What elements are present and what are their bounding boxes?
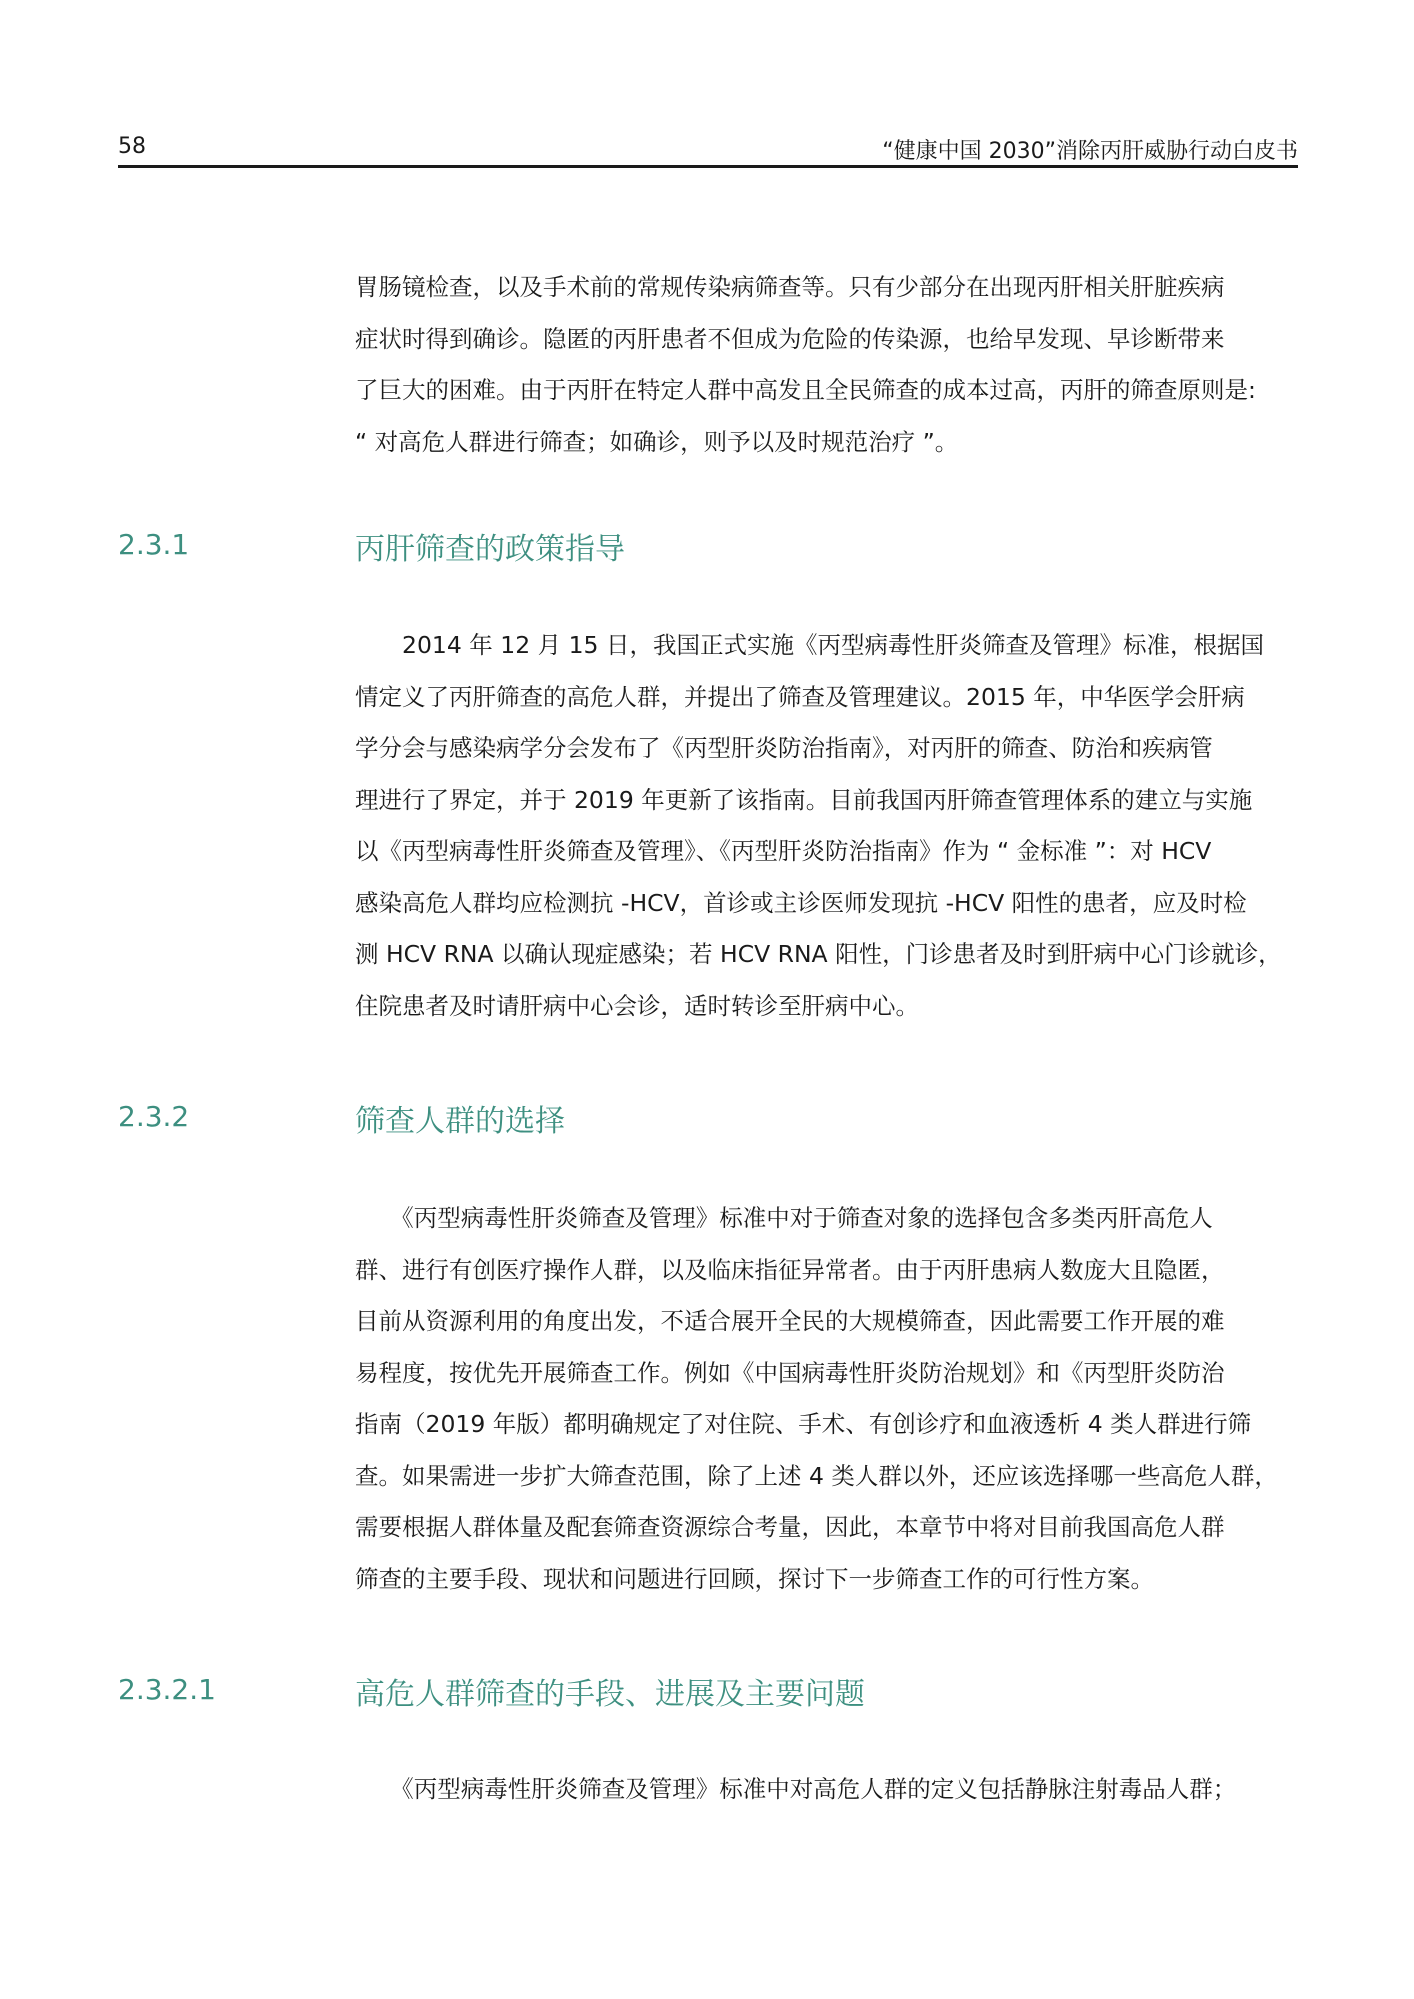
paragraph-line: 测 HCV RNA 以确认现症感染；若 HCV RNA 阳性，门诊患者及时到肝病中心门诊就诊，	[355, 940, 1282, 968]
paragraph-line: 情定义了丙肝筛查的高危人群，并提出了筛查及管理建议。2015 年，中华医学会肝病	[355, 682, 1245, 711]
paragraph-line: 群、进行有创医疗操作人群，以及临床指征异常者。由于丙肝患病人数庞大且隐匿，	[355, 1255, 1225, 1284]
section-number: 2.3.2.1	[118, 1673, 216, 1706]
section-title: 高危人群筛查的手段、进展及主要问题	[355, 1677, 865, 1712]
section-title: 丙肝筛查的政策指导	[355, 532, 625, 567]
section-231-paragraph	[355, 620, 1299, 1032]
header-divider	[118, 165, 1298, 168]
paragraph-line: 筛查的主要手段、现状和问题进行回顾，探讨下一步筛查工作的可行性方案。	[355, 1564, 1154, 1593]
paragraph-line: 住院患者及时请肝病中心会诊，适时转诊至肝病中心。	[355, 991, 919, 1020]
paragraph-line: 指南（2019 年版）都明确规定了对住院、手术、有创诊疗和血液透析 4 类人群进行筛	[355, 1410, 1252, 1438]
page-header	[118, 128, 1298, 168]
paragraph-line: 理进行了界定，并于 2019 年更新了该指南。目前我国丙肝筛查管理体系的建立与实施	[355, 785, 1253, 814]
section-number: 2.3.2	[118, 1100, 190, 1133]
page-number: 58	[118, 134, 146, 159]
paragraph-line: 症状时得到确诊。隐匿的丙肝患者不但成为危险的传染源，也给早发现、早诊断带来	[355, 324, 1225, 353]
paragraph-line: 胃肠镜检查，以及手术前的常规传染病筛查等。只有少部分在出现丙肝相关肝脏疾病	[355, 273, 1225, 301]
paragraph-line: 需要根据人群体量及配套筛查资源综合考量，因此，本章节中将对目前我国高危人群	[355, 1513, 1225, 1541]
paragraph-line: 感染高危人群均应检测抗 -HCV，首诊或主诊医师发现抗 -HCV 阳性的患者，应及时检	[355, 888, 1247, 917]
intro-paragraph	[355, 262, 1299, 468]
paragraph-line: 目前从资源利用的角度出发，不适合展开全民的大规模筛查，因此需要工作开展的难	[355, 1307, 1225, 1335]
paragraph-line: 了巨大的困难。由于丙肝在特定人群中高发且全民筛查的成本过高，丙肝的筛查原则是:	[355, 376, 1256, 404]
paragraph-line: 查。如果需进一步扩大筛查范围，除了上述 4 类人群以外，还应该选择哪一些高危人群，	[355, 1461, 1278, 1490]
paragraph-line: 以《丙型病毒性肝炎筛查及管理》、《丙型肝炎防治指南》作为 “ 金标准 ”：对 HCV	[355, 837, 1212, 865]
paragraph-line: 学分会与感染病学分会发布了《丙型肝炎防治指南》，对丙肝的筛查、防治和疾病管	[355, 734, 1213, 762]
paragraph-line: “ 对高危人群进行筛查；如确诊，则予以及时规范治疗 ”。	[355, 427, 959, 456]
section-title: 筛查人群的选择	[355, 1104, 565, 1139]
paragraph-line: 《丙型病毒性肝炎筛查及管理》标准中对高危人群的定义包括静脉注射毒品人群；	[355, 1775, 1237, 1803]
section-2321-paragraph	[355, 1764, 1299, 1816]
document-title: “健康中国 2030”消除丙肝威胁行动白皮书	[882, 139, 1298, 164]
section-232-paragraph	[355, 1193, 1299, 1605]
paragraph-line: 《丙型病毒性肝炎筛查及管理》标准中对于筛查对象的选择包含多类丙肝高危人	[355, 1204, 1213, 1232]
paragraph-line: 2014 年 12 月 15 日，我国正式实施《丙型病毒性肝炎筛查及管理》标准，根据国	[355, 631, 1264, 659]
paragraph-line: 易程度，按优先开展筛查工作。例如《中国病毒性肝炎防治规划》和《丙型肝炎防治	[355, 1358, 1225, 1387]
section-number: 2.3.1	[118, 528, 190, 561]
